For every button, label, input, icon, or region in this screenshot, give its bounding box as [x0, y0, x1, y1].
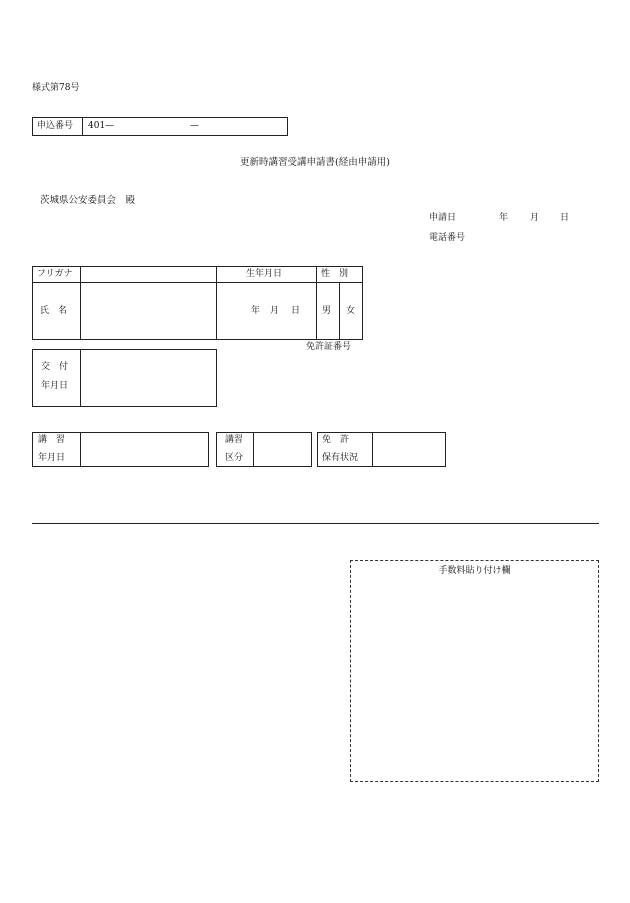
application-number-label: 申込番号 — [37, 121, 74, 131]
application-date-month: 月 — [530, 213, 540, 223]
fee-stamp-box — [350, 560, 599, 782]
issue-date-label-line2: 年月日 — [41, 381, 69, 391]
furigana-label: フリガナ — [37, 269, 73, 279]
lecture-date-label-line2: 年月日 — [38, 453, 66, 463]
phone-field[interactable] — [472, 230, 592, 246]
license-status-label-line1: 免 許 — [322, 435, 350, 445]
name-label: 氏 名 — [40, 306, 68, 316]
birth-month-label: 月 — [270, 306, 280, 316]
addressee: 茨城県公安委員会 殿 — [40, 195, 136, 206]
application-number-prefix: 401— — [88, 121, 115, 131]
application-number-separator: — — [190, 121, 199, 131]
section-divider — [32, 523, 599, 524]
form-number: 様式第78号 — [32, 83, 80, 93]
lecture-date-label-line1: 講 習 — [38, 435, 66, 445]
application-number-field[interactable] — [110, 119, 186, 134]
fee-stamp-label: 手数料貼り付け欄 — [438, 566, 511, 576]
name-field[interactable] — [82, 285, 214, 338]
issue-date-label-line1: 交 付 — [41, 362, 69, 372]
furigana-field[interactable] — [82, 268, 214, 281]
gender-female-option[interactable]: 女 — [346, 306, 356, 316]
license-status-label-line2: 保有状況 — [322, 453, 359, 463]
lecture-type-label-line1: 講習 — [225, 435, 244, 445]
issue-date-field[interactable] — [82, 351, 215, 405]
application-date-label: 申請日 — [429, 213, 457, 223]
application-date-day: 日 — [560, 213, 570, 223]
gender-label: 性 別 — [321, 269, 349, 279]
lecture-date-field[interactable] — [82, 434, 207, 465]
phone-label: 電話番号 — [429, 233, 466, 243]
license-status-field[interactable] — [374, 434, 444, 465]
form-title: 更新時講習受講申請書(経由申請用) — [240, 157, 390, 168]
application-date-year: 年 — [499, 213, 509, 223]
lecture-type-field[interactable] — [255, 434, 310, 465]
lecture-type-label-line2: 区分 — [225, 453, 244, 463]
gender-male-option[interactable]: 男 — [322, 306, 332, 316]
birth-day-label: 日 — [291, 306, 301, 316]
license-number-label: 免許証番号 — [306, 342, 352, 352]
birthdate-label: 生年月日 — [246, 269, 283, 279]
birth-year-label: 年 — [251, 306, 261, 316]
